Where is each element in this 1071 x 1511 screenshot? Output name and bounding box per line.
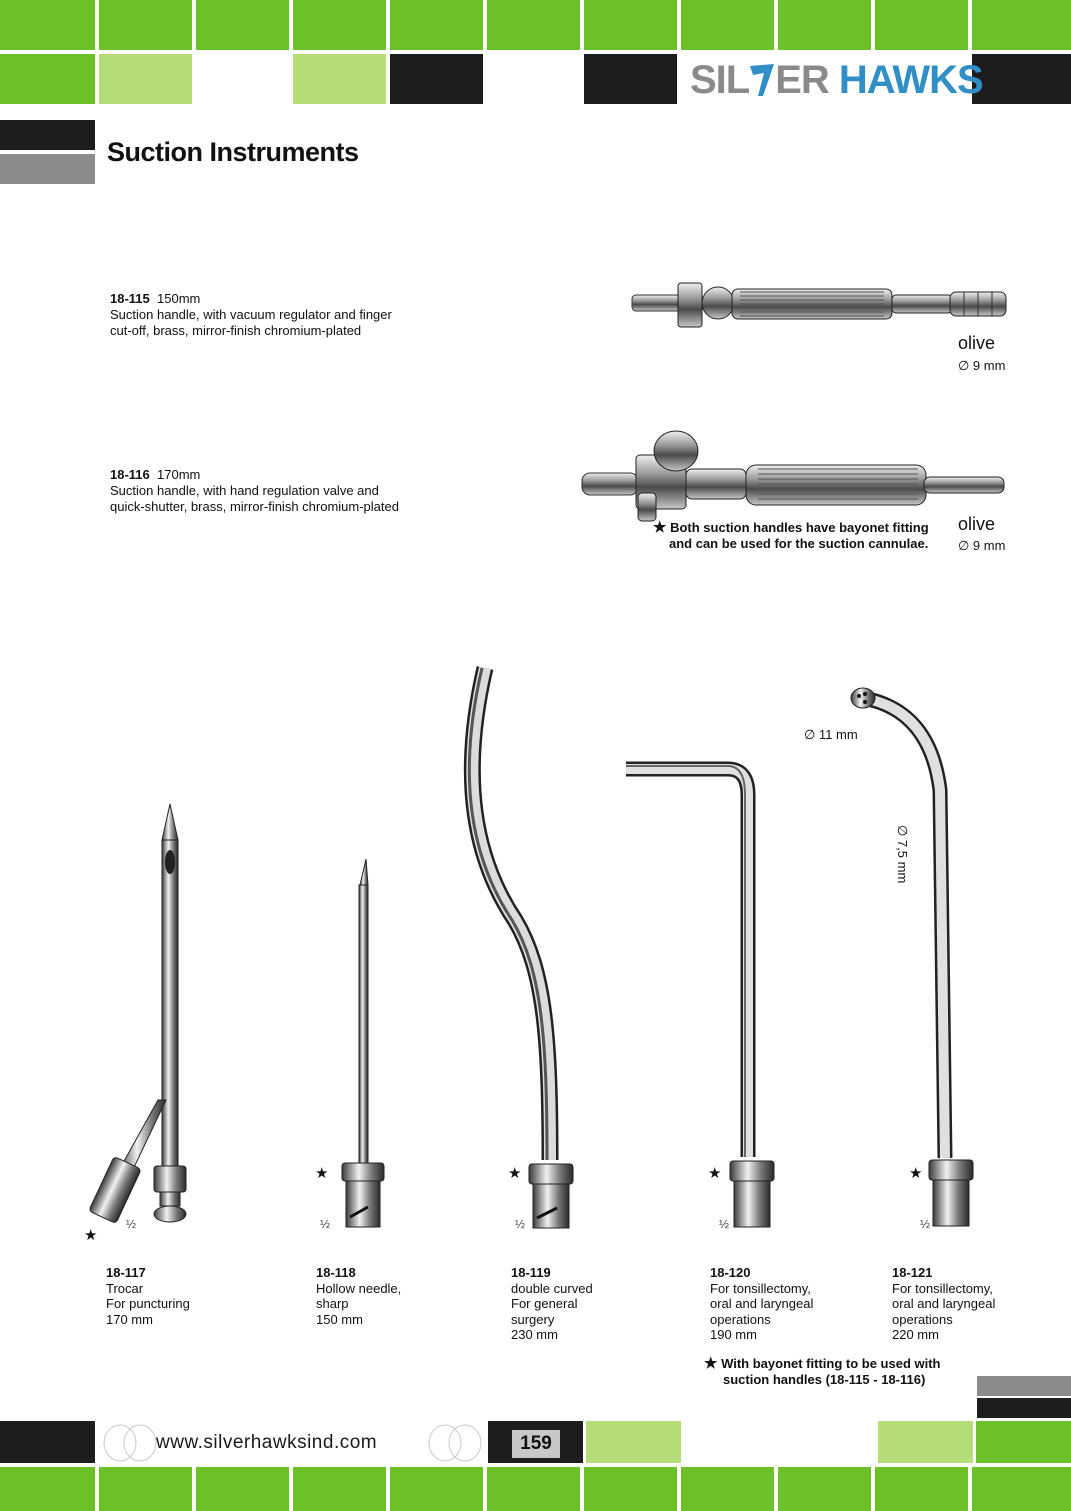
product-description-line: quick-shutter, brass, mirror-finish chromium-plated <box>110 499 399 514</box>
caption-line: oral and laryngeal <box>710 1296 814 1311</box>
decor-block <box>196 1467 289 1511</box>
logo-text-right: HAWKS <box>838 58 983 102</box>
decor-block <box>99 54 192 104</box>
star-icon: ★ <box>708 1165 722 1182</box>
decor-block <box>390 1467 483 1511</box>
cannula-caption-18-121 <box>892 1265 995 1343</box>
decor-block <box>584 1467 677 1511</box>
caption-line: oral and laryngeal <box>892 1296 996 1311</box>
tip-diameter: ∅ 9 mm <box>958 538 1006 553</box>
decor-block <box>778 1467 871 1511</box>
caption-line: For general <box>511 1296 578 1311</box>
product-18-115-text <box>110 291 392 339</box>
decor-block <box>778 0 871 50</box>
decor-block <box>972 0 1071 50</box>
decor-block <box>681 0 774 50</box>
decor-block <box>99 0 192 50</box>
tonsillectomy-cannula-18-121-image <box>845 680 995 1230</box>
tonsillectomy-cannula-18-120-image <box>618 755 788 1230</box>
scale-mark: ½ <box>920 1217 931 1231</box>
product-code: 18-117 <box>106 1265 146 1280</box>
scale-mark: ½ <box>320 1217 331 1231</box>
footnote-line: suction handles (18-115 - 18-116) <box>723 1372 926 1387</box>
decor-block <box>196 0 289 50</box>
website-link[interactable]: www.silverhawksind.com <box>156 1432 378 1453</box>
scale-mark: ½ <box>515 1217 526 1231</box>
star-icon: ★ <box>508 1165 522 1182</box>
decor-block <box>99 1467 192 1511</box>
trocar-18-117-image <box>88 800 198 1230</box>
decor-block <box>0 1421 95 1463</box>
product-size: 150mm <box>157 291 201 306</box>
decor-block <box>0 120 95 150</box>
logo-text-mid: ER <box>775 58 829 102</box>
logo-text-left: SIL <box>690 58 750 102</box>
dimension-label-7-5mm: ∅ 7,5 mm <box>895 825 910 884</box>
decor-block <box>875 0 968 50</box>
product-code: 18-121 <box>892 1265 933 1280</box>
cannula-caption-18-117 <box>106 1265 190 1327</box>
decor-block <box>390 54 483 104</box>
page-title: Suction Instruments <box>107 137 359 167</box>
caption-line: 190 mm <box>710 1327 757 1342</box>
product-code: 18-119 <box>511 1265 551 1280</box>
scale-mark: ½ <box>719 1217 730 1231</box>
product-description-line: Suction handle, with vacuum regulator and finger <box>110 307 392 322</box>
cannula-caption-18-118 <box>316 1265 401 1327</box>
star-icon: ★ <box>704 1355 718 1372</box>
caption-line: For tonsillectomy, <box>710 1280 811 1296</box>
decor-block <box>976 1421 1071 1463</box>
product-description-line: Suction handle, with hand regulation valve and <box>110 483 379 498</box>
product-code: 18-118 <box>316 1265 356 1280</box>
decor-block <box>875 1467 968 1511</box>
decor-block <box>972 1467 1071 1511</box>
decor-block <box>681 1467 774 1511</box>
hawk-wing-icon <box>749 63 775 97</box>
page-number: 159 <box>512 1430 560 1458</box>
dimension-label-11mm: ∅ 11 mm <box>804 727 858 742</box>
decor-block <box>977 1376 1071 1396</box>
suction-handle-18-115-image <box>628 275 1010 335</box>
cannula-caption-18-119 <box>511 1265 593 1343</box>
star-icon: ★ <box>315 1165 329 1182</box>
decor-block <box>972 54 1071 104</box>
scale-mark: ½ <box>126 1217 137 1231</box>
tip-diameter: ∅ 9 mm <box>958 358 1006 373</box>
caption-line: double curved <box>511 1280 593 1296</box>
decor-block <box>0 154 95 184</box>
product-description-line: cut-off, brass, mirror-finish chromium-plated <box>110 323 362 338</box>
star-icon: ★ <box>909 1165 923 1182</box>
note-line: Both suction handles have bayonet fitting <box>670 520 929 535</box>
decor-block <box>293 54 386 104</box>
star-icon: ★ <box>84 1227 98 1244</box>
bayonet-footnote <box>704 1356 941 1388</box>
product-code: 18-120 <box>710 1265 751 1280</box>
decor-block <box>586 1421 681 1463</box>
product-size: 170mm <box>157 467 201 482</box>
tip-label: olive <box>958 333 996 353</box>
caption-line: sharp <box>316 1296 349 1311</box>
caption-line: 170 mm <box>106 1311 153 1327</box>
decor-block <box>584 54 677 104</box>
decor-block <box>293 1467 386 1511</box>
star-icon: ★ <box>653 519 667 536</box>
caption-line: surgery <box>511 1311 555 1327</box>
caption-line: For puncturing <box>106 1296 190 1311</box>
caption-line: 230 mm <box>511 1327 558 1342</box>
caption-line: 220 mm <box>892 1327 939 1342</box>
double-curved-cannula-18-119-image <box>455 660 585 1230</box>
footnote-line: With bayonet fitting to be used with <box>721 1356 941 1371</box>
caption-line: operations <box>892 1311 953 1327</box>
caption-line: Trocar <box>106 1280 144 1296</box>
decor-block <box>487 1467 580 1511</box>
decor-block <box>487 0 580 50</box>
tip-label: olive <box>958 514 996 534</box>
decor-block <box>584 0 677 50</box>
decor-block <box>390 0 483 50</box>
decor-block <box>977 1398 1071 1418</box>
note-line: and can be used for the suction cannulae. <box>669 536 929 551</box>
decor-block <box>0 0 95 50</box>
cannula-caption-18-120 <box>710 1265 813 1343</box>
product-18-116-text <box>110 467 399 515</box>
bayonet-note <box>653 520 929 552</box>
product-code: 18-116 <box>110 467 150 482</box>
hollow-needle-18-118-image <box>330 855 390 1230</box>
decor-block <box>0 1467 95 1511</box>
product-code: 18-115 <box>110 291 150 306</box>
decor-block <box>293 0 386 50</box>
decor-block <box>0 54 95 104</box>
caption-line: For tonsillectomy, <box>892 1280 993 1296</box>
caption-line: Hollow needle, <box>316 1280 402 1296</box>
brand-logo <box>690 58 983 102</box>
suction-handle-18-116-image <box>578 425 1010 525</box>
caption-line: operations <box>710 1311 771 1327</box>
decor-block <box>878 1421 973 1463</box>
caption-line: 150 mm <box>316 1311 363 1327</box>
